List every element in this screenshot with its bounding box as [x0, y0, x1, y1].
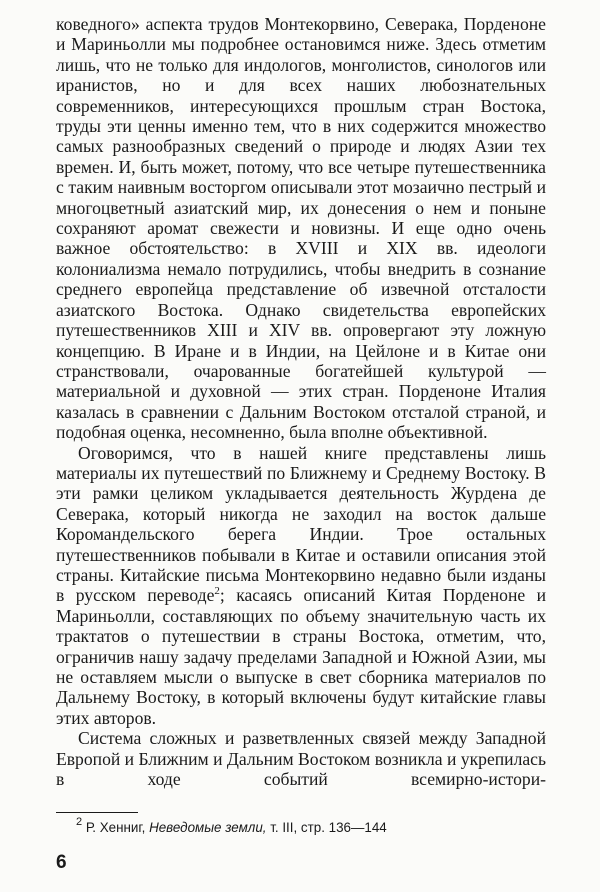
footnote-divider — [56, 812, 138, 813]
footnote-details: т. III, стр. 136—144 — [270, 820, 387, 835]
footnote-reference: 2 — [214, 585, 220, 598]
paragraph-3: Система сложных и разветвленных связей между Западной Европой и Ближним и Дальним Востоком возникла и укрепилась в ходе событий всемирно-истори- — [56, 728, 547, 790]
footnote-author: Р. Хенниг, — [85, 820, 146, 835]
footnote — [76, 816, 536, 836]
footnote-title: Неведомые земли, — [149, 820, 267, 835]
paragraph-2-part-1: Оговоримся, что в нашей книге представлены лишь материалы их путешествий по Ближнему и Среднему Востоку. В эти рамки целиком укладывается деятельность Журдена де Северака, который никогда не заходил на восток дальше Коромандельского берега Индии. Трое остальных путешественников побывали в Китае и оставили описания этой страны. Китайские письма Монтекорвино недавно были изданы в русском переводе — [56, 442, 546, 606]
paragraph-1: коведного» аспекта трудов Монтекорвино, Северака, Порденоне и Мариньолли мы подробнее остановимся ниже. Здесь отметим лишь, что не только для индологов, монголистов, синологов или иранистов, но и для всех наших любознательных современников, интересующихся прошлым стран Востока, труды эти ценны именно тем, что в них содержится множество самых разнообразных сведений о природе и людях Азии тех времен. И, быть может, потому, что все четыре путешественника с таким наивным восторгом описывали этот мозаично пестрый и многоцветный азиатский мир, их донесения о нем и поныне сохраняют аромат свежести и новизны. И еще одно очень важное обстоятельство: в XVIII и XIX вв. идеологи колониализма немало потрудились, чтобы внедрить в сознание среднего европейца представление об извечной отсталости азиатского Востока. Однако свидетельства европейских путешественников XIII и XIV вв. опровергают эту ложную концепцию. В Иране и в Индии, на Цейлоне и в Китае они странствовали, очарованные богатейшей культурой — материальной и духовной — этих стран. Порденоне Италия казалась в сравнении с Дальним Востоком отсталой страной, и подобная оценка, несомненно, была вполне объективной. — [56, 14, 546, 443]
body-text — [56, 14, 546, 789]
paragraph-2-part-2: ; касаясь описаний Китая Порденоне и Мариньолли, составляющих по объему значительную часть их трактатов о путешествии в страны Востока, отметим, что, ограничив нашу задачу пределами Западной и Южной Азии, мы не оставляем мысли о выпуске в свет сборника материалов по Дальнему Востоку, в который включены будут китайские главы этих авторов. — [56, 585, 546, 728]
paragraph-2 — [56, 443, 546, 729]
page-number: 6 — [56, 852, 67, 873]
footnote-mark: 2 — [76, 816, 83, 828]
